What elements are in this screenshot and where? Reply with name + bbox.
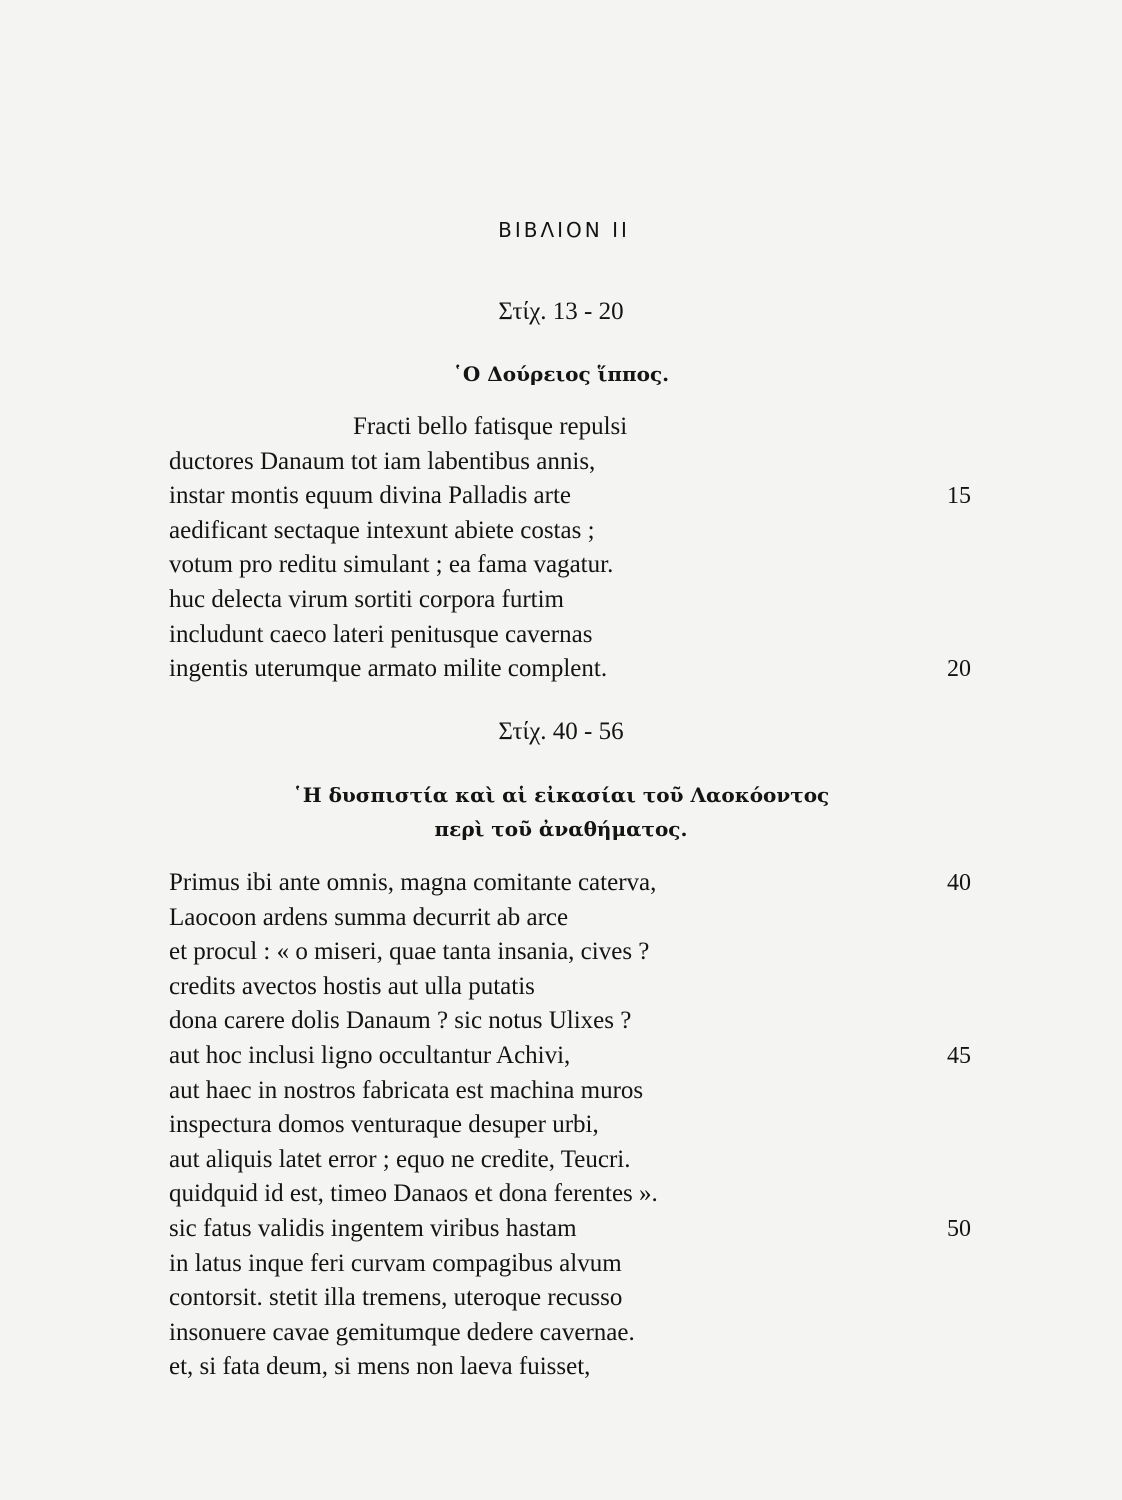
verse-text: in latus inque feri curvam compagibus alvum xyxy=(169,1249,622,1277)
verse-text: huc delecta virum sortiti corpora furtim xyxy=(169,585,565,613)
section-reference: Στίχ. 13 - 20 xyxy=(498,298,624,325)
verse-line xyxy=(169,1143,989,1178)
line-number: 20 xyxy=(947,656,971,683)
section-reference: Στίχ. 40 - 56 xyxy=(498,718,624,745)
verse-line xyxy=(169,445,989,480)
verse-text: Laocoon ardens summa decurrit ab arce xyxy=(169,903,569,931)
verse-line xyxy=(169,618,989,653)
verse-text: ingentis uterumque armato milite complent. xyxy=(169,655,608,683)
verse-text: aut hoc inclusi ligno occultantur Achivi, xyxy=(169,1041,571,1069)
verse-text: dona carere dolis Danaum ? sic notus Ulixes ? xyxy=(169,1007,632,1035)
verse-line xyxy=(169,1177,989,1212)
verse-line xyxy=(169,1039,989,1074)
verse-text: quidquid id est, timeo Danaos et dona ferentes ». xyxy=(169,1180,658,1208)
verse-text: sic fatus validis ingentem viribus hastam xyxy=(169,1214,577,1242)
verse-text: ductores Danaum tot iam labentibus annis, xyxy=(169,447,596,475)
verse-text: Fracti bello fatisque repulsi xyxy=(353,413,628,440)
verse-text: Primus ibi ante omnis, magna comitante caterva, xyxy=(169,869,657,896)
verse-line xyxy=(169,410,989,445)
verse-line xyxy=(169,1004,989,1039)
verse-line xyxy=(169,1316,989,1351)
verse-line xyxy=(169,1212,989,1247)
line-number: 50 xyxy=(947,1215,971,1242)
section-heading-line: ῾Η δυσπιστία καὶ αἱ εἰκασίαι τοῦ Λαοκόοντος xyxy=(292,783,830,807)
line-number: 15 xyxy=(947,483,971,510)
verse-text: et procul : « o miseri, quae tanta insania, cives ? xyxy=(169,938,650,966)
verse-line xyxy=(169,583,989,618)
verse-text: instar montis equum divina Palladis arte xyxy=(169,482,572,510)
verse-text: et, si fata deum, si mens non laeva fuisset, xyxy=(169,1353,591,1381)
verse-line xyxy=(169,479,989,514)
verse-text: aut aliquis latet error ; equo ne credite, Teucri. xyxy=(169,1145,631,1173)
verse-text: inspectura domos venturaque desuper urbi, xyxy=(169,1111,599,1139)
verse-text: contorsit. stetit illa tremens, uteroque recusso xyxy=(169,1284,623,1312)
verse-line xyxy=(169,652,989,687)
verse-line xyxy=(169,1350,989,1385)
book-title: ΒΙΒΛΙΟΝ ΙΙ xyxy=(498,218,630,242)
verse-text: includunt caeco lateri penitusque cavernas xyxy=(169,620,593,648)
section-heading-line: ῾Ο Δούρειος ἵππος. xyxy=(452,362,670,386)
verse-line xyxy=(169,548,989,583)
verse-text: votum pro reditu simulant ; ea fama vagatur. xyxy=(169,551,614,579)
verse-text: insonuere cavae gemitumque dedere cavernae. xyxy=(169,1318,635,1346)
verse-text: aut haec in nostros fabricata est machina muros xyxy=(169,1076,644,1104)
verse-text: credits avectos hostis aut ulla putatis xyxy=(169,972,535,1000)
verse-line xyxy=(169,935,989,970)
section-heading xyxy=(0,778,1122,846)
section-heading-line: περὶ τοῦ ἀναθήματος. xyxy=(434,817,688,841)
line-number: 45 xyxy=(947,1042,971,1069)
verse-line xyxy=(169,970,989,1005)
verse-line xyxy=(169,1281,989,1316)
verse-line xyxy=(169,901,989,936)
verse-block xyxy=(169,866,989,1385)
verse-line xyxy=(169,1074,989,1109)
verse-line xyxy=(169,514,989,549)
verse-line xyxy=(169,1247,989,1282)
verse-line xyxy=(169,866,989,901)
verse-block xyxy=(169,410,989,687)
verse-text: aedificant sectaque intexunt abiete costas ; xyxy=(169,516,595,544)
section-heading xyxy=(0,357,1122,391)
line-number: 40 xyxy=(947,870,971,896)
verse-line xyxy=(169,1108,989,1143)
